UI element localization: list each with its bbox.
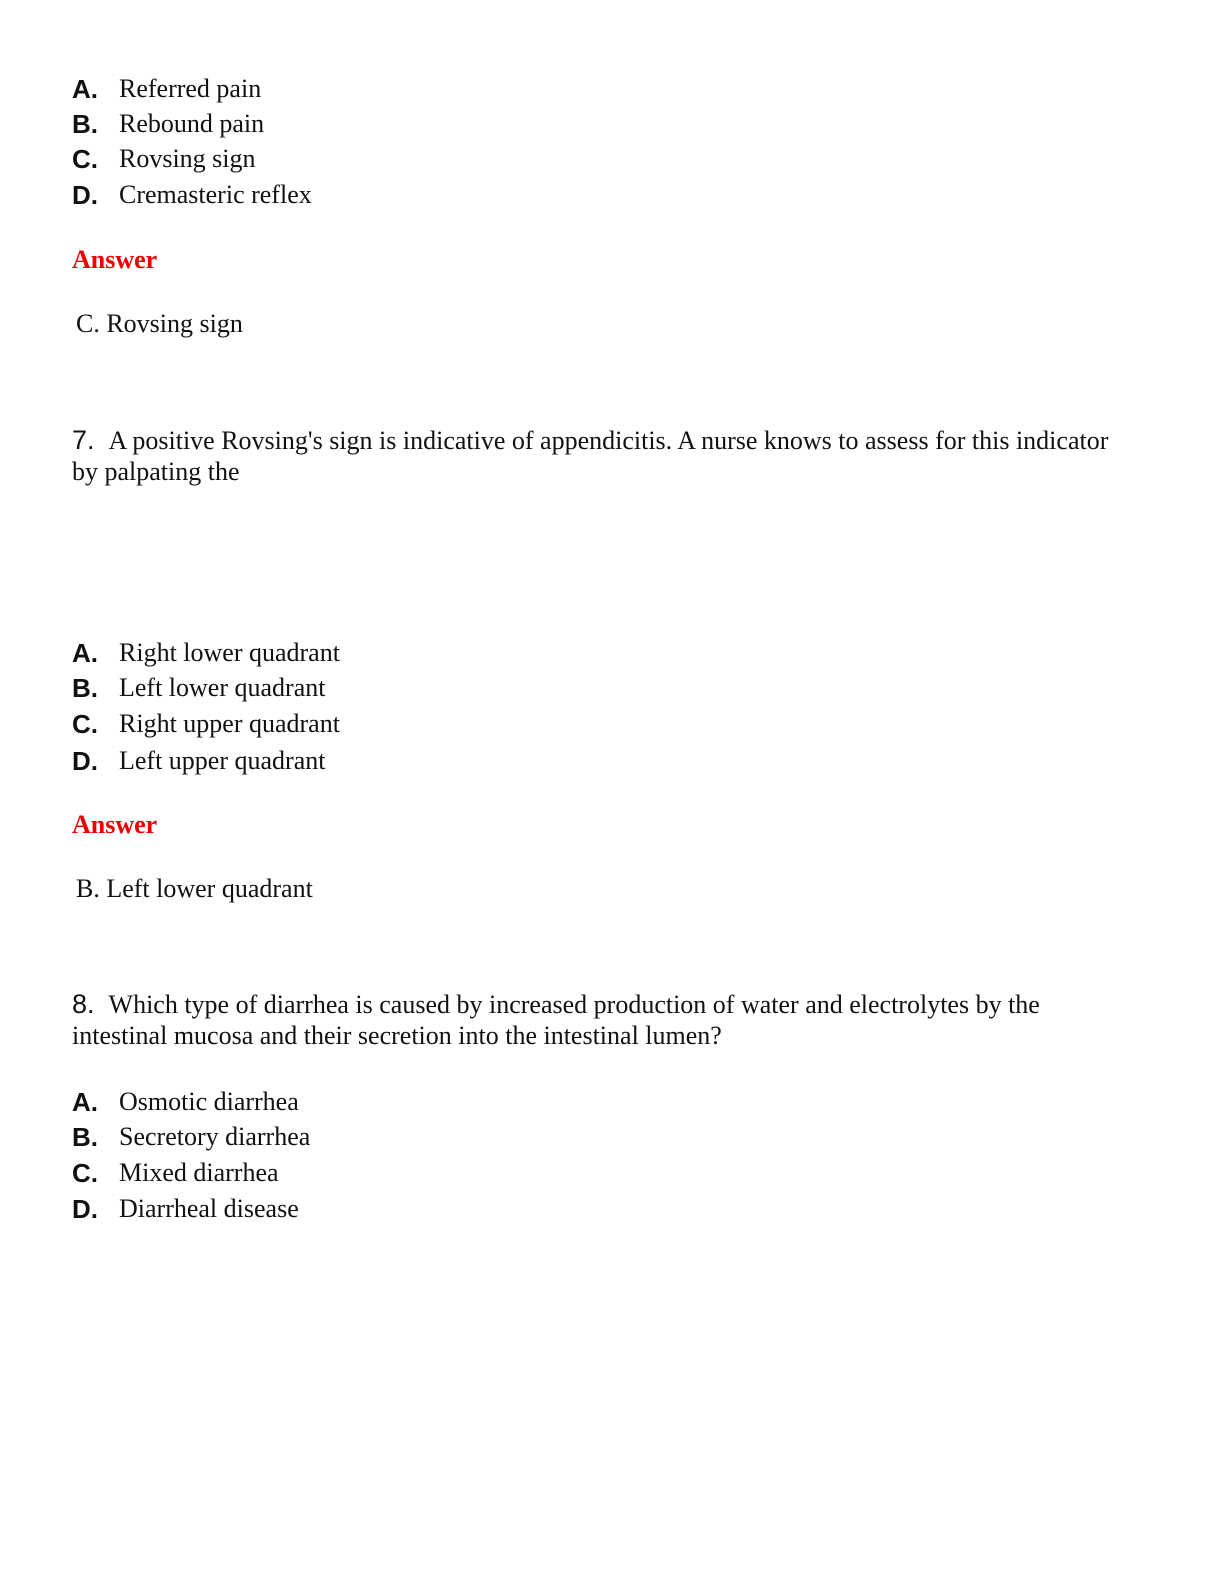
option-b xyxy=(72,671,325,705)
question-number: 8. xyxy=(72,989,95,1019)
option-a xyxy=(72,1085,299,1119)
option-text: Diarrheal disease xyxy=(119,1194,299,1223)
option-c xyxy=(72,707,340,741)
question-7 xyxy=(72,425,1132,487)
option-letter: A. xyxy=(72,638,98,668)
option-letter: B. xyxy=(72,673,98,703)
option-text: Left upper quadrant xyxy=(119,746,326,775)
option-letter: C. xyxy=(72,144,98,174)
option-d xyxy=(72,178,312,212)
option-text: Secretory diarrhea xyxy=(119,1122,311,1151)
option-d xyxy=(72,1192,299,1226)
option-letter: A. xyxy=(72,74,98,104)
option-d xyxy=(72,744,325,778)
question-text: Which type of diarrhea is caused by increased production of water and electrolytes by the intestinal mucosa and their secretion into the intestinal lumen? xyxy=(72,990,1040,1050)
question-text: A positive Rovsing's sign is indicative of appendicitis. A nurse knows to assess for this indicator by palpating the xyxy=(72,426,1109,486)
question-number: 7. xyxy=(72,425,95,455)
option-letter: D. xyxy=(72,180,98,210)
option-letter: D. xyxy=(72,1194,98,1224)
option-b xyxy=(72,1120,310,1154)
option-c xyxy=(72,142,256,176)
option-a xyxy=(72,72,261,106)
option-letter: D. xyxy=(72,746,98,776)
option-text: Cremasteric reflex xyxy=(119,180,312,209)
option-letter: C. xyxy=(72,709,98,739)
option-letter: C. xyxy=(72,1158,98,1188)
option-letter: B. xyxy=(72,1122,98,1152)
option-a xyxy=(72,636,340,670)
option-text: Referred pain xyxy=(119,74,262,103)
option-c xyxy=(72,1156,279,1190)
question-8 xyxy=(72,989,1132,1051)
option-text: Right lower quadrant xyxy=(119,638,340,667)
answer-label: Answer xyxy=(72,245,158,274)
option-text: Right upper quadrant xyxy=(119,709,340,738)
option-letter: B. xyxy=(72,109,98,139)
option-text: Mixed diarrhea xyxy=(119,1158,279,1187)
answer-text: C. Rovsing sign xyxy=(76,309,243,338)
answer-label: Answer xyxy=(72,810,158,839)
option-text: Osmotic diarrhea xyxy=(119,1087,299,1116)
option-b xyxy=(72,107,264,141)
answer-text: B. Left lower quadrant xyxy=(76,874,313,903)
option-text: Rebound pain xyxy=(119,109,265,138)
option-text: Rovsing sign xyxy=(119,144,256,173)
option-text: Left lower quadrant xyxy=(119,673,326,702)
option-letter: A. xyxy=(72,1087,98,1117)
